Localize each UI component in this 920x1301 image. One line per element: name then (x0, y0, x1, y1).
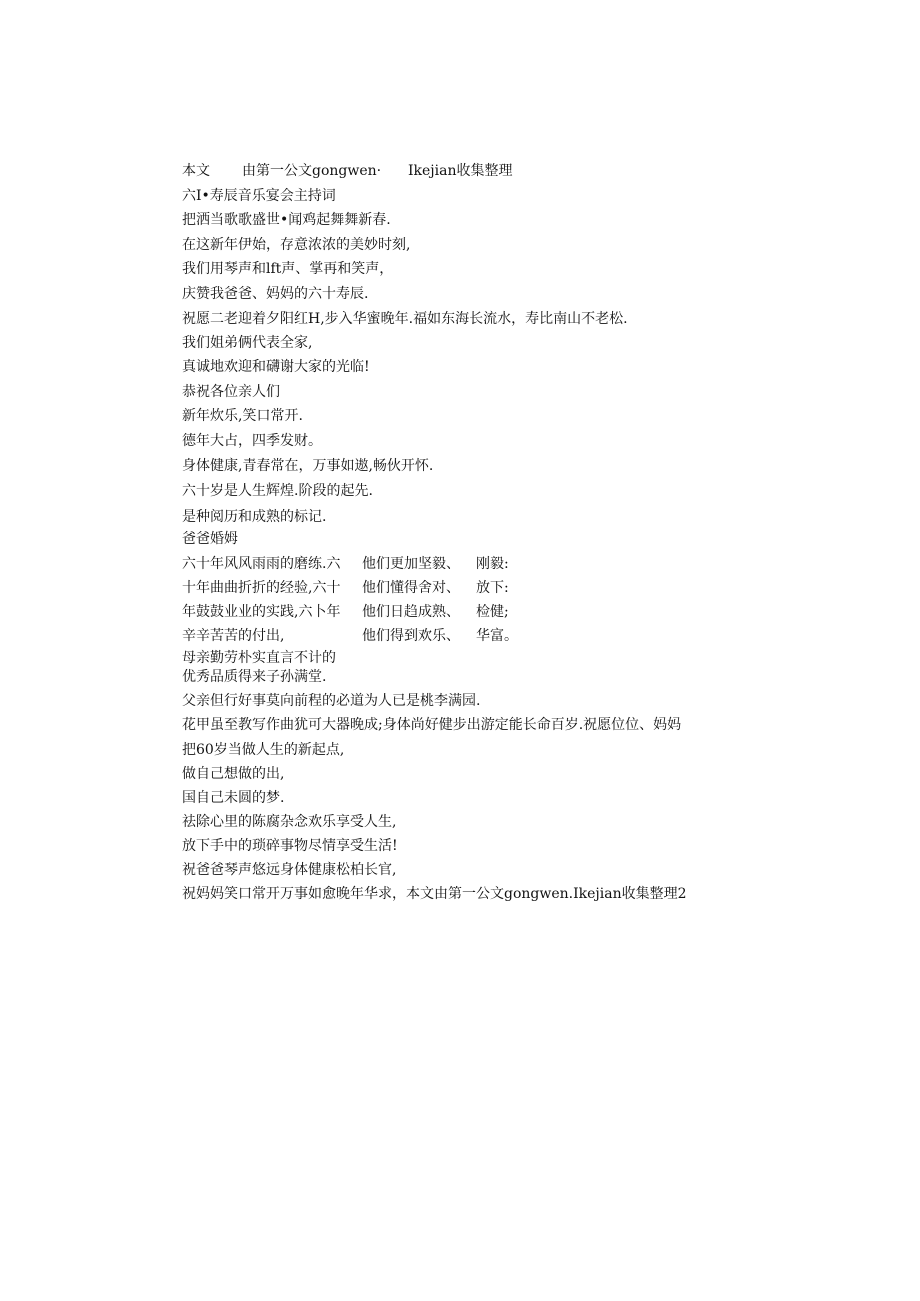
outro-line: 把60岁当做人生的新起点, (182, 742, 345, 758)
column-middle-line: 他们懂得舍对、 (362, 580, 460, 596)
header-part-b: 由第一公文gongwen· (242, 163, 382, 179)
intro-line: 爸爸婚姆 (182, 531, 238, 547)
intro-line: 把洒当歌歌盛世•闻鸡起舞舞新春. (182, 212, 391, 228)
intro-line: 德年大占，四季发财。 (182, 433, 322, 449)
intro-line: 真诚地欢迎和礴谢大家的光临! (182, 359, 370, 375)
column-left-line: 十年曲曲折折的经验,六十 (182, 580, 341, 596)
intro-line: 六十岁是人生辉煌.阶段的起先. (182, 483, 373, 499)
column-left-line: 辛辛苦苦的付出, (182, 628, 285, 644)
document-title: 六I•寿辰音乐宴会主持词 (182, 188, 336, 204)
intro-line: 恭祝各位亲人们 (182, 384, 280, 400)
outro-line: 祝妈妈笑口常开万事如愈晚年华求，本文由第一公文gongwen.Ikejian收集整理2 (182, 886, 687, 902)
column-middle-line: 他们得到欢乐、 (362, 628, 460, 644)
outro-line: 祝爸爸琴声悠远身体健康松柏长官, (182, 862, 397, 878)
intro-line: 在这新年伊始，存意浓浓的美妙时刻, (182, 237, 411, 253)
outro-line: 放下手中的琐碎事物尽情享受生活! (182, 838, 398, 854)
intro-line: 新年炊乐,笑口常开. (182, 408, 303, 424)
outro-line: 祛除心里的陈腐杂念欢乐享受人生, (182, 814, 397, 830)
column-right-line: 刚毅: (476, 556, 509, 572)
intro-line: 是种阅历和成熟的标记. (182, 509, 327, 525)
intro-line: 我们用琴声和lft声、掌再和笑声， (182, 261, 394, 277)
outro-line: 国自己未圆的梦. (182, 790, 285, 806)
outro-line: 父亲但行好事莫向前程的必道为人已是桃李满园. (182, 693, 481, 709)
outro-line: 花甲虽至教写作曲犹可大器晚成;身体尚好健步出游定能长命百岁.祝愿位位、妈妈 (182, 717, 682, 733)
header-part-a: 本文 (182, 163, 210, 179)
column-middle (362, 552, 460, 648)
outro-line: 母亲勤劳朴实直言不计的 (182, 650, 336, 666)
intro-line: 庆赞我爸爸、妈妈的六十寿辰. (182, 286, 369, 302)
intro-line: 祝愿二老迎着夕阳红H,步入华蜜晚年.福如东海长流水，寿比南山不老松. (182, 311, 628, 327)
column-middle-line: 他们日趋成熟、 (362, 604, 460, 620)
intro-line: 身体健康,青春常在，万事如遨,畅伙开怀. (182, 458, 434, 474)
column-right-line: 放下: (476, 580, 509, 596)
column-right-line: 华富。 (476, 628, 518, 644)
outro-line: 做自己想做的出, (182, 766, 285, 782)
column-left (182, 552, 340, 648)
column-left-line: 六十年风风雨雨的磨练.六 (182, 556, 341, 572)
column-middle-line: 他们更加坚毅、 (362, 556, 460, 572)
column-right (476, 552, 518, 648)
column-left-line: 年鼓鼓业业的实践,六卜年 (182, 604, 341, 620)
outro-line: 优秀品质得来子孙满堂. (182, 669, 327, 685)
intro-line: 我们姐弟俩代表全家, (182, 335, 313, 351)
header-part-c: Ikejian收集整理 (408, 163, 513, 179)
column-right-line: 检健; (476, 604, 509, 620)
